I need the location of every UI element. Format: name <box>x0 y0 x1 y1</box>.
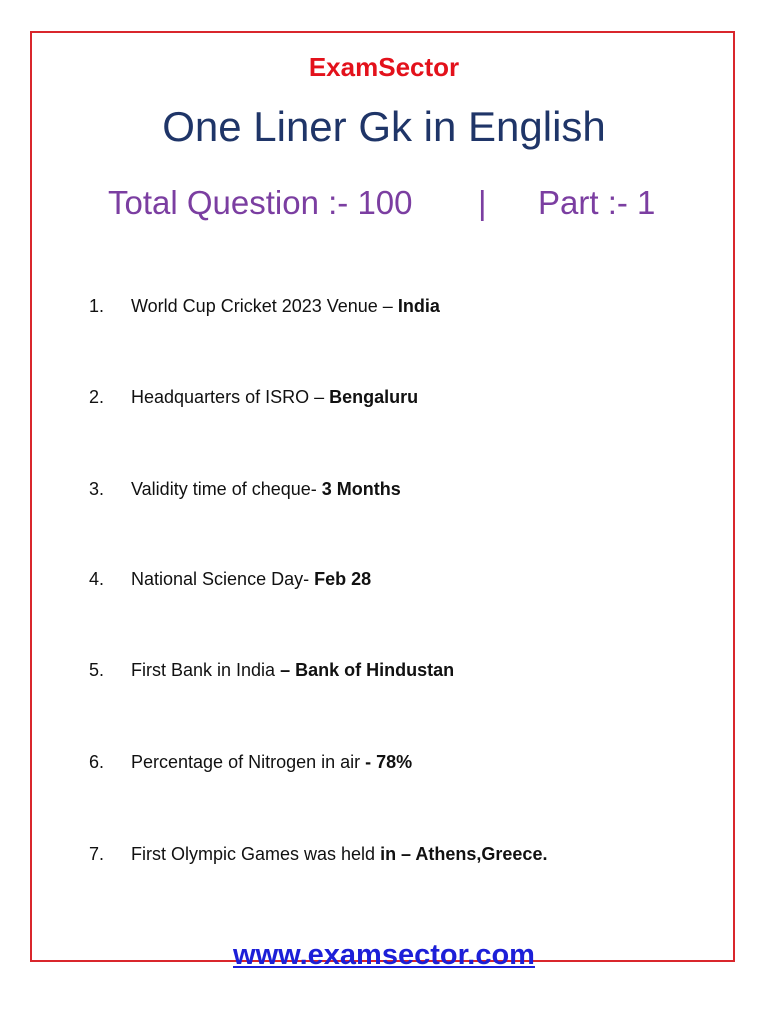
question-number: 5. <box>89 660 105 680</box>
list-item <box>0 475 768 503</box>
question-text: Percentage of Nitrogen in air <box>131 752 366 772</box>
question-number: 7. <box>89 844 105 864</box>
question-answer: Bengaluru <box>329 387 419 407</box>
website-link[interactable]: www.examsector.com <box>233 939 535 971</box>
question-answer: Feb 28 <box>314 569 372 589</box>
list-item <box>0 292 768 320</box>
list-item <box>0 656 768 684</box>
total-questions: Total Question :- 100 <box>108 184 413 221</box>
subtitle-separator: | <box>478 184 487 221</box>
question-text: National Science Day- <box>131 569 315 589</box>
question-text: First Bank in India <box>131 660 281 680</box>
list-item <box>0 840 768 868</box>
list-item <box>0 748 768 776</box>
question-number: 2. <box>89 387 105 407</box>
page-title: One Liner Gk in English <box>162 103 606 150</box>
question-answer: India <box>397 296 440 316</box>
question-answer: – Bank of Hindustan <box>280 660 455 680</box>
question-text: Validity time of cheque- <box>131 479 322 499</box>
footer <box>0 935 768 975</box>
question-number: 3. <box>89 479 105 499</box>
question-answer: - 78% <box>365 752 413 772</box>
list-item <box>0 383 768 411</box>
question-text: World Cup Cricket 2023 Venue – <box>131 296 398 316</box>
question-number: 6. <box>89 752 105 772</box>
question-text: Headquarters of ISRO – <box>131 387 330 407</box>
subtitle <box>0 179 768 227</box>
question-answer: in – Athens,Greece. <box>380 844 548 864</box>
question-text: First Olympic Games was held <box>131 844 381 864</box>
question-number: 4. <box>89 569 105 589</box>
part-number: Part :- 1 <box>538 184 656 221</box>
list-item <box>0 565 768 593</box>
brand-name: ExamSector <box>308 52 460 82</box>
question-number: 1. <box>89 296 105 316</box>
question-answer: 3 Months <box>321 479 401 499</box>
